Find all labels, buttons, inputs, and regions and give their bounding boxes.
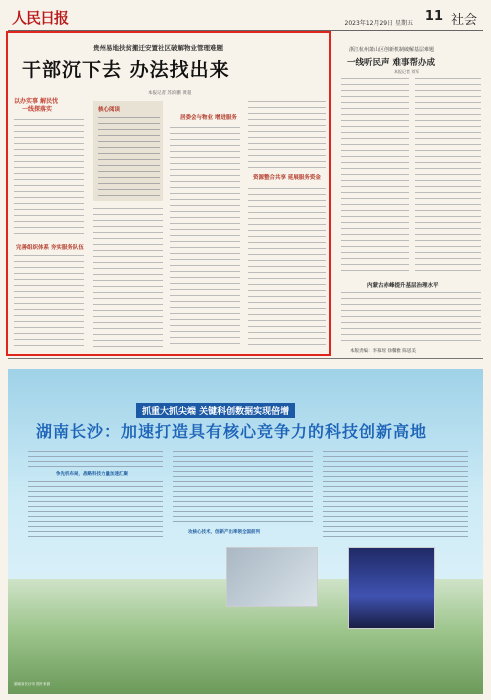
ad-intro-text: [28, 451, 163, 469]
advertisement-panel[interactable]: [8, 369, 483, 694]
ad-subhead-2: 攻核心技术，创新产出率领全国前列: [188, 530, 260, 535]
ad-col-2: [173, 451, 313, 526]
core-reading-text: [98, 117, 160, 197]
col1-subhead: 完善组织体系 夯实服务队伍: [16, 245, 84, 251]
section-name: 社会: [450, 13, 477, 28]
ad-col-3: [323, 451, 468, 541]
right-kicker: 浙江杭州萧山区创新机制破解基层难题: [349, 47, 435, 53]
subhead-1: 以办实事 解民忧: [14, 98, 59, 105]
right-col-b: [415, 78, 481, 273]
col4-subhead: 资源整合共享 延展服务资金: [253, 175, 321, 181]
right-col-a: [341, 78, 409, 273]
page-credits: 本版责编：李慕瑶 徐馨雅 陈思美: [350, 349, 416, 354]
masthead: [8, 6, 483, 32]
ring-device-photo: [226, 547, 318, 607]
newspaper-title: 人民日报: [12, 9, 69, 27]
body-col-4a: [248, 101, 326, 169]
body-col-1: [14, 119, 84, 239]
page-number: 11: [424, 9, 443, 24]
article-kicker: 贵州易地扶贫搬迁安置社区破解物业管理难题: [93, 44, 223, 52]
right-headline: 一线听民声 难事帮办成: [347, 58, 435, 68]
ad-col-1: [28, 481, 163, 541]
article-headline: 干部沉下去 办法找出来: [22, 59, 230, 81]
page-divider: [8, 358, 483, 359]
body-col-2: [93, 208, 163, 348]
ad-subhead-1: 争先机布局，战略科技力量加速汇聚: [56, 472, 128, 477]
ad-title: 湖南长沙：加速打造具有核心竞争力的科技创新高地: [36, 422, 428, 441]
ad-kicker: 抓重大抓尖端 关键科创数据实现倍增: [136, 403, 295, 418]
body-col-4b: [248, 188, 326, 348]
highlighted-article[interactable]: [6, 31, 331, 356]
second-headline: 内蒙古赤峰提升基层治理水平: [367, 283, 439, 289]
ad-footer: 湖南省长沙市 图片来源: [14, 682, 51, 686]
subhead-2: 一线探落实: [22, 106, 53, 113]
right-col-c: [341, 292, 481, 342]
lab-photo: [348, 547, 435, 629]
core-reading-title: 核心阅读: [98, 107, 121, 113]
col3-subhead: 居委会与物业 增进服务: [180, 115, 237, 121]
right-byline: 本报记者 刘军: [394, 69, 420, 74]
body-col-3: [170, 127, 240, 349]
body-col-1b: [14, 255, 84, 350]
right-article[interactable]: [339, 36, 484, 351]
article-byline: 本报记者 苏滨鹏 黄超: [148, 91, 192, 96]
issue-date: 2023年12月29日 星期五: [344, 20, 413, 27]
